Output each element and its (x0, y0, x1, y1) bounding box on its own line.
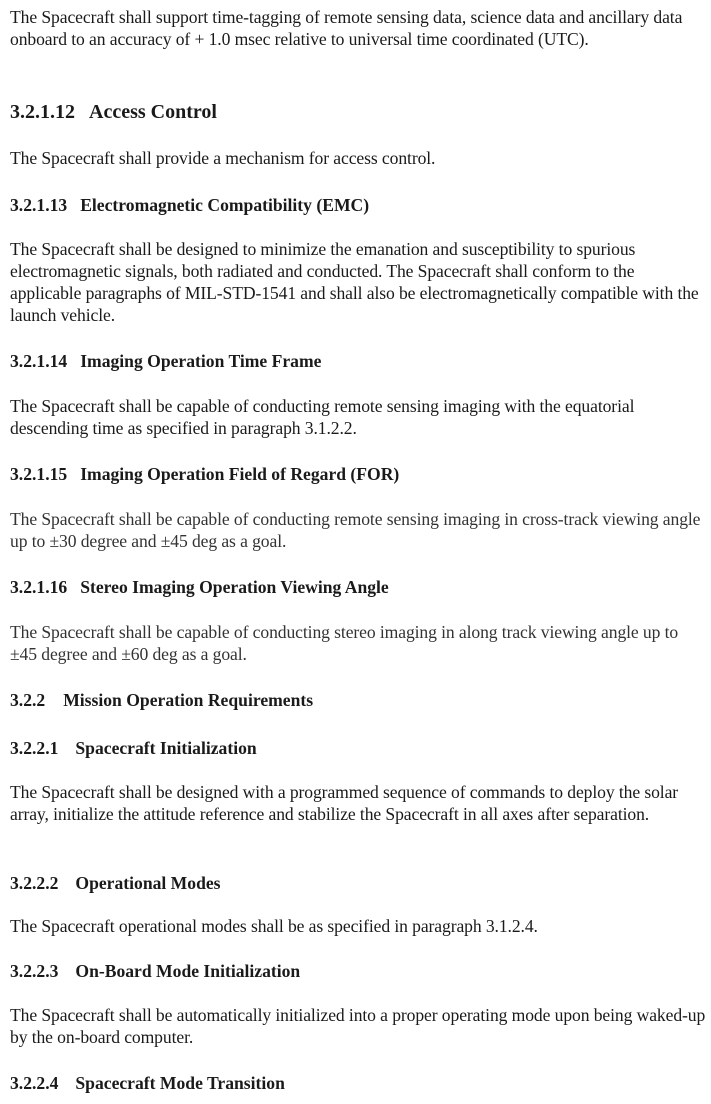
section-number: 3.2.2.2 (10, 873, 59, 893)
section-title: Imaging Operation Field of Regard (FOR) (80, 464, 400, 484)
section-title: Spacecraft Initialization (75, 738, 257, 758)
section-number: 3.2.1.13 (10, 195, 68, 215)
heading-imaging-time-frame (10, 350, 321, 372)
paragraph-spacecraft-initialization: The Spacecraft shall be designed with a programmed sequence of commands to deploy the solar array, initialize the attitude reference and stabilize the Spacecraft in all axes after separation. (10, 782, 679, 824)
paragraph-emc: The Spacecraft shall be designed to minimize the emanation and susceptibility to spurious electromagnetic signals, both radiated and conducted. The Spacecraft shall conform to the applicable paragraphs of MIL-STD-1541 and shall also be electromagnetically compatible with the launch vehicle. (10, 239, 699, 325)
section-title: Electromagnetic Compatibility (EMC) (80, 195, 370, 215)
section-number: 3.2.2 (10, 690, 46, 710)
section-number: 3.2.1.12 (10, 101, 75, 123)
section-title: On-Board Mode Initialization (75, 961, 301, 981)
paragraph-field-of-regard: The Spacecraft shall be capable of conducting remote sensing imaging in cross-track viewing angle up to ±30 degree and ±45 deg as a goal. (10, 509, 701, 551)
heading-spacecraft-initialization (10, 737, 257, 759)
paragraph-time-tagging: The Spacecraft shall support time-tagging of remote sensing data, science data and ancillary data onboard to an accuracy of + 1.0 msec relative to universal time coordinated (UTC). (10, 7, 683, 49)
section-number: 3.2.1.16 (10, 577, 68, 597)
paragraph-access-control: The Spacecraft shall provide a mechanism for access control. (10, 148, 436, 168)
heading-on-board-mode-initialization (10, 960, 300, 982)
section-title: Imaging Operation Time Frame (80, 351, 322, 371)
paragraph-on-board-mode-initialization: The Spacecraft shall be automatically initialized into a proper operating mode upon being waked-up by the on-board computer. (10, 1005, 706, 1047)
heading-emc (10, 194, 369, 216)
heading-access-control (10, 99, 217, 125)
heading-stereo-imaging (10, 576, 389, 598)
paragraph-imaging-time-frame: The Spacecraft shall be capable of conducting remote sensing imaging with the equatorial descending time as specified in paragraph 3.1.2.2. (10, 396, 635, 438)
section-number: 3.2.1.15 (10, 464, 68, 484)
heading-mission-operation (10, 689, 313, 711)
section-title: Operational Modes (75, 873, 221, 893)
heading-field-of-regard (10, 463, 399, 485)
heading-operational-modes (10, 872, 221, 894)
section-number: 3.2.2.4 (10, 1073, 59, 1093)
section-title: Stereo Imaging Operation Viewing Angle (80, 577, 389, 597)
paragraph-operational-modes: The Spacecraft operational modes shall be as specified in paragraph 3.1.2.4. (10, 916, 538, 936)
section-title: Access Control (89, 101, 217, 123)
section-number: 3.2.2.1 (10, 738, 59, 758)
section-title: Mission Operation Requirements (63, 690, 314, 710)
section-title: Spacecraft Mode Transition (75, 1073, 285, 1093)
paragraph-stereo-imaging: The Spacecraft shall be capable of conducting stereo imaging in along track viewing angle up to ±45 degree and ±60 deg as a goal. (10, 622, 679, 664)
section-number: 3.2.2.3 (10, 961, 59, 981)
section-number: 3.2.1.14 (10, 351, 68, 371)
heading-mode-transition (10, 1072, 285, 1094)
